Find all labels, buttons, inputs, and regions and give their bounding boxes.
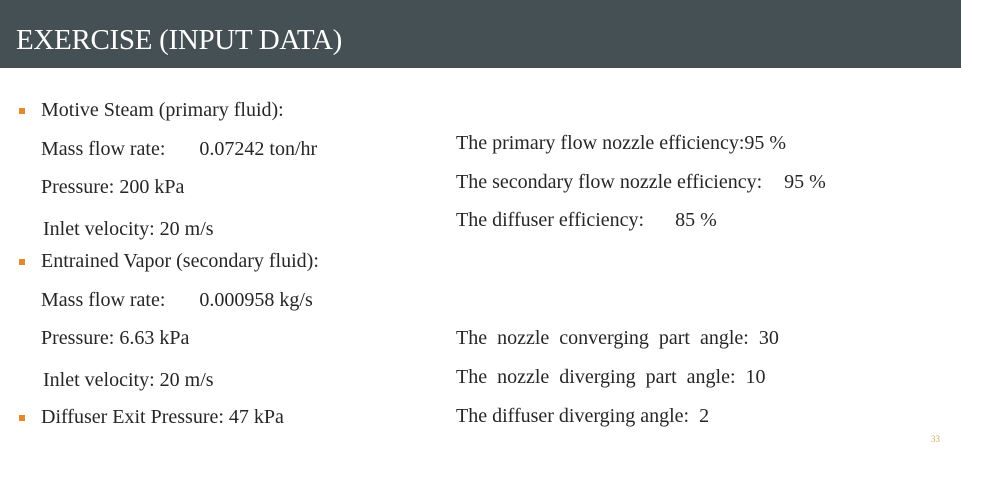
entrained-mass-flow-value: 0.000958 kg/s [199,289,313,311]
page-title: EXERCISE (INPUT DATA) [16,24,342,56]
motive-mass-flow-label: Mass flow rate: [41,138,166,160]
entrained-pressure: Pressure: 6.63 kPa [41,327,190,349]
diffuser-efficiency-row [456,207,717,233]
bullet-entrained-vapor [19,259,25,265]
nozzle-converging-angle: The nozzle converging part angle: 30 [456,327,779,349]
diffuser-diverging-angle: The diffuser diverging angle: 2 [456,405,710,427]
page-number: 33 [931,434,940,444]
nozzle-diverging-angle: The nozzle diverging part angle: 10 [456,366,766,388]
motive-mass-flow-row [41,136,317,162]
secondary-nozzle-efficiency-value: 95 % [784,171,826,193]
diffuser-exit-pressure: Diffuser Exit Pressure: 47 kPa [41,406,284,428]
motive-mass-flow-value: 0.07242 ton/hr [199,138,318,160]
motive-inlet-velocity: Inlet velocity: 20 m/s [43,218,214,240]
secondary-nozzle-efficiency-row [456,169,826,195]
entrained-vapor-heading: Entrained Vapor (secondary fluid): [41,250,319,272]
motive-steam-heading: Motive Steam (primary fluid): [41,99,284,121]
entrained-mass-flow-row [41,287,313,313]
diffuser-efficiency-value: 85 % [675,209,717,231]
primary-nozzle-efficiency: The primary flow nozzle efficiency:95 % [456,132,787,154]
entrained-mass-flow-label: Mass flow rate: [41,289,166,311]
title-bar [0,0,961,68]
bullet-motive-steam [19,108,25,114]
motive-pressure: Pressure: 200 kPa [41,176,185,198]
diffuser-efficiency-label: The diffuser efficiency: [456,209,645,231]
entrained-inlet-velocity: Inlet velocity: 20 m/s [43,369,214,391]
secondary-nozzle-efficiency-label: The secondary flow nozzle efficiency: [456,171,763,193]
bullet-diffuser-exit [19,415,25,421]
